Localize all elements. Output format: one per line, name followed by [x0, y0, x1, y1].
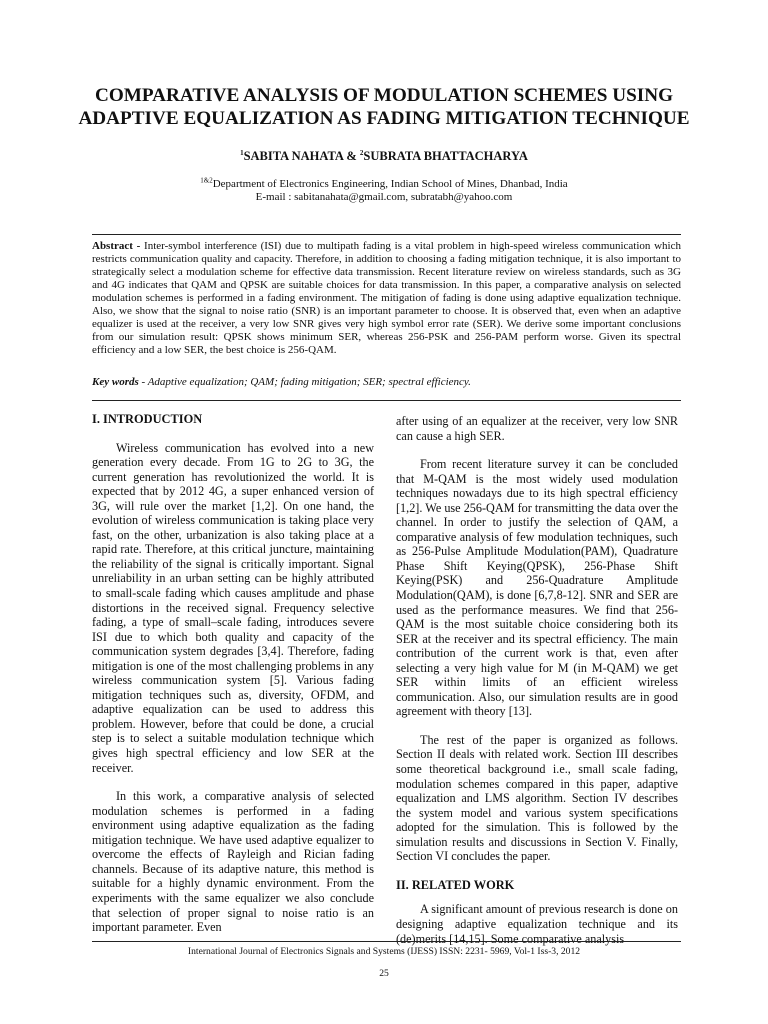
spacer [396, 864, 678, 878]
abstract-top-rule [92, 234, 681, 235]
abstract-bottom-rule [92, 400, 681, 401]
section-heading-related-work: II. RELATED WORK [396, 877, 515, 892]
abstract-label: Abstract - [92, 240, 145, 252]
author-1-name: SABITA NAHATA & [243, 149, 360, 163]
author-2-name: SUBRATA BHATTACHARYA [363, 149, 528, 163]
abstract-block [92, 240, 681, 357]
abstract-text: Inter-symbol interference (ISI) due to multipath fading is a vital problem in high-speed wireless communication which restricts communication quality and capacity. Therefore, in addition to choosing a fading mitigation technique, it is also important to strategically select a modulation scheme for effective data transmission. Recent literature review on wireless standards, such as 3G and 4G indicates that QAM and QPSK are suitable choices for data transmission. In this paper, a comparative analysis on selected modulation schemes is performed in a fading environment. The mitigation of fading is done using adaptive equalization technique. Also, we show that the signal to noise ratio (SNR) is an important parameter to choose. It is observed that, even when an adaptive equalizer is used at the receiver, a very low SNR gives very high symbol error rate (SER). We derive some important conclusions from our simulation result: QPSK shows minimum SER, whereas 256-PSK and 256-PAM perform worse. Given its spectral efficiency and a low SER, the best choice is 256-QAM. [92, 240, 681, 356]
author-2-superscript: 2 [359, 148, 364, 157]
affiliation-superscript: 1&2 [200, 176, 213, 185]
section-heading-introduction: I. INTRODUCTION [92, 412, 203, 426]
spacer [92, 775, 374, 789]
intro-paragraph-3: From recent literature survey it can be concluded that M-QAM is the most widely used modulation techniques nowadays due to its high spectral efficiency [1,2]. We use 256-QAM for transmitting the data over the channel. In order to justify the selection of QAM, a comparative analysis of few modulation techniques, such as 256-Pulse Amplitude Modulation(PAM), Quadrature Phase Shift Keying(QPSK), 256-Phase Shift Keying(PSK) and 256-Quadrature Amplitude Modulation(QAM), is done [6,7,8-12]. SNR and SER are used as the performance measures. We find that 256-QAM is the most suitable choice considering both its SER at the receiver and its spectral efficiency. The main contribution of the current work is that, even after selecting a very high value for M (in M-QAM) we get SER within limits of an efficient wireless communication. Also, our simulation results are in good agreement with theory [13]. [396, 457, 678, 719]
intro-paragraph-1: Wireless communication has evolved into a new generation every decade. From 1G to 2G to 3G, the current generation has revolutionized the world. It is expected that by 2012 4G, a super enhanced version of 3G, will rule over the market [1,2]. On one hand, the evolution of wireless communication is taking place very fast, on the other, urbanization is also taking place at a rapid rate. Therefore, at this critical juncture, maintaining the reliability of the signal is critically important. Signal unreliability in an urban setting can be highly attributed to small-scale fading which causes amplitude and phase distortions in the received signal. Frequency selective fading, a type of small–scale fading, introduces severe ISI due to which both quality and capacity of the communication system degrades [3,4]. Therefore, fading mitigation is one of the most challenging problems in any wireless communication system [5]. Various fading mitigation techniques such as, diversity, OFDM, and adaptive equalization can be used to address this problem. However, before that could be done, a crucial step is to select a suitable modulation technique which gives high spectral efficiency and low SER at the receiver. [92, 440, 374, 775]
spacer [396, 719, 678, 733]
affiliation [60, 178, 708, 204]
footer-rule [92, 941, 681, 942]
affiliation-email: E-mail : sabitanahata@gmail.com, subratabh@yahoo.com [255, 191, 513, 203]
right-column [396, 414, 678, 946]
left-column [92, 412, 374, 935]
affiliation-department: Department of Electronics Engineering, Indian School of Mines, Dhanbad, India [212, 178, 568, 190]
spacer [396, 892, 678, 902]
journal-footer: International Journal of Electronics Signals and Systems (IJESS) ISSN: 2231- 5969, Vol-1 Iss-3, 2012 [187, 946, 581, 957]
affiliation-line [60, 178, 708, 191]
author-1-superscript: 1 [240, 148, 244, 157]
intro-paragraph-4: The rest of the paper is organized as follows. Section II deals with related work. Section III describes some theoretical background i.e., small scale fading, modulation schemes compared in this paper, adaptive equalization and LMS algorithm. Section IV describes the system model and various system specifications adopted for the simulation. This is followed by the simulation results and discussions in Section V. Finally, Section VI concludes the paper. [396, 732, 678, 864]
continued-paragraph: after using of an equalizer at the receiver, very low SNR can cause a high SER. [396, 414, 678, 443]
keywords-block [92, 376, 681, 388]
paper-title [60, 84, 708, 130]
spacer [396, 443, 678, 457]
spacer [92, 427, 374, 441]
title-line-1: COMPARATIVE ANALYSIS OF MODULATION SCHEMES USING [94, 85, 673, 106]
keywords-label: Key words [92, 376, 139, 388]
intro-paragraph-2: In this work, a comparative analysis of selected modulation schemes is performed in a fading environment using adaptive equalization as the fading mitigation technique. We have used adaptive equalizer to overcome the effects of Rayleigh and Rician fading channels. Because of its adaptive nature, this method is suitable for a highly dynamic environment. From the experiments with the same equalizer we also conclude that selection of proper signal to noise ratio is an important parameter. Even [92, 789, 374, 935]
title-line-2: ADAPTIVE EQUALIZATION AS FADING MITIGATION TECHNIQUE [78, 108, 690, 129]
page-number: 25 [379, 968, 389, 979]
related-work-paragraph: A significant amount of previous research is done on designing adaptive equalization technique and its (de)merits [14,15]. Some comparative analysis [396, 902, 678, 946]
keywords-text: - Adaptive equalization; QAM; fading mitigation; SER; spectral efficiency. [138, 376, 471, 388]
author-line [60, 149, 708, 164]
